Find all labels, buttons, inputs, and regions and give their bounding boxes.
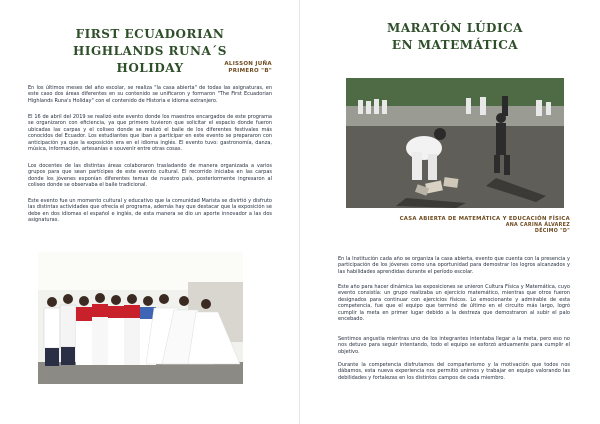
left-paragraph-3: Los docentes de las distintas áreas colaboraron trasladando de manera organizada a varios grupos para que sean partícipes de este evento cultural. El recorrido iniciaba en las carpas donde los jóvenes exponían diferentes temas de nuestro país, posteriormente ingresaron al coliseo donde se observaba el baile tradicional. (28, 163, 272, 189)
right-paragraph-3: Sentimos angustia mientras uno de los integrantes intentaba llegar a la meta, pero eso no nos detuvo para seguir intentando, todo el equipo se esforzó arduamente para cumplir el objetivo. (338, 336, 570, 355)
caption-title: CASA ABIERTA DE MATEMÁTICA Y EDUCACIÓN FÍSICA (399, 216, 570, 222)
caption-grade: DÉCIMO "D" (534, 229, 570, 234)
right-title-line-1: MARATÓN LÚDICA (387, 21, 523, 35)
left-grade: PRIMERO "B" (228, 68, 272, 74)
photo-caption (400, 216, 570, 235)
left-paragraph-2: El 16 de abril del 2019 se realizó este evento donde los maestros encargados de este programa se organizaron con eficiencia, ya que primero tuvieron que solicitar el espacio donde fueron ubicadas las carpas y el coliseo donde se realizó el baile de los diferentes festivales más conocidos del Ecuador. Los estudiantes que iban a participar en este evento se prepararon con anticipación ya que la exposición era en el idioma inglés. El evento tuvo: gastronomía, danza, música, información, artesanías e souvenir entre otras cosas. (28, 114, 272, 153)
left-byline (224, 61, 272, 75)
left-title-line-2: HIGHLANDS RUNA´S HOLIDAY (73, 44, 227, 75)
math-marathon-photo (346, 78, 564, 208)
caption-author: ANA CARINA ÁLVAREZ (505, 223, 570, 228)
right-paragraph-2: Este año para hacer dinámica las exposiciones se unieron Cultura Física y Matemática, cuyo evento consistía: un grupo realizaba un ejercicio matemático, mientras que otros fueron designados para continuar con ejercicios físicos. Lo emocionante y admirable de esta competencia, fue que el equipo que terminó de último en el circuito más largo, logró cumplir la meta en primer lugar debido a la destreza que demostraron al subir el palo encebado. (338, 284, 570, 323)
right-paragraph-1: En la Institución cada año se organiza la casa abierta, evento que cuenta con la presencia y participación de los jóvenes como una oportunidad para demostrar los logros alcanzados y las habilidades aprendidas durante el período escolar. (338, 256, 570, 275)
left-paragraph-4: Este evento fue un momento cultural y educativo que la comunidad Marista se divirtió y disfruto las distintas actividades que ofrecía el programa, además hay que destacar que la exposición se debe en dos idiomas el español e inglés, de esta manera se dio un aporte innovador a las dos asignaturas. (28, 198, 272, 224)
right-paragraph-4: Durante la competencia disfrutamos del compañerismo y la motivación que todos nos dábamos, esta nueva experiencia nos permitió unirnos y trabajar en equipo valorando las debilidades y fortalezas en los distintos campos de cada miembro. (338, 362, 570, 381)
right-page (300, 0, 600, 424)
left-title-line-1: FIRST ECUADORIAN (75, 27, 225, 41)
right-title-line-2: EN MATEMÁTICA (391, 38, 519, 52)
left-paragraph-1: En los últimos meses del año escolar, se realiza "la casa abierta" de todas las asignaturas, en este caso dos áreas diferentes en su contenido se unificaron y formaron "The First Ecuadorian Highlands Runa's Holiday" con el contenido de Historia e idioma extranjero. (28, 85, 272, 104)
right-article-title (340, 20, 570, 54)
dance-group-photo (38, 252, 243, 384)
left-author: ALISSON JUÑA (224, 61, 272, 67)
